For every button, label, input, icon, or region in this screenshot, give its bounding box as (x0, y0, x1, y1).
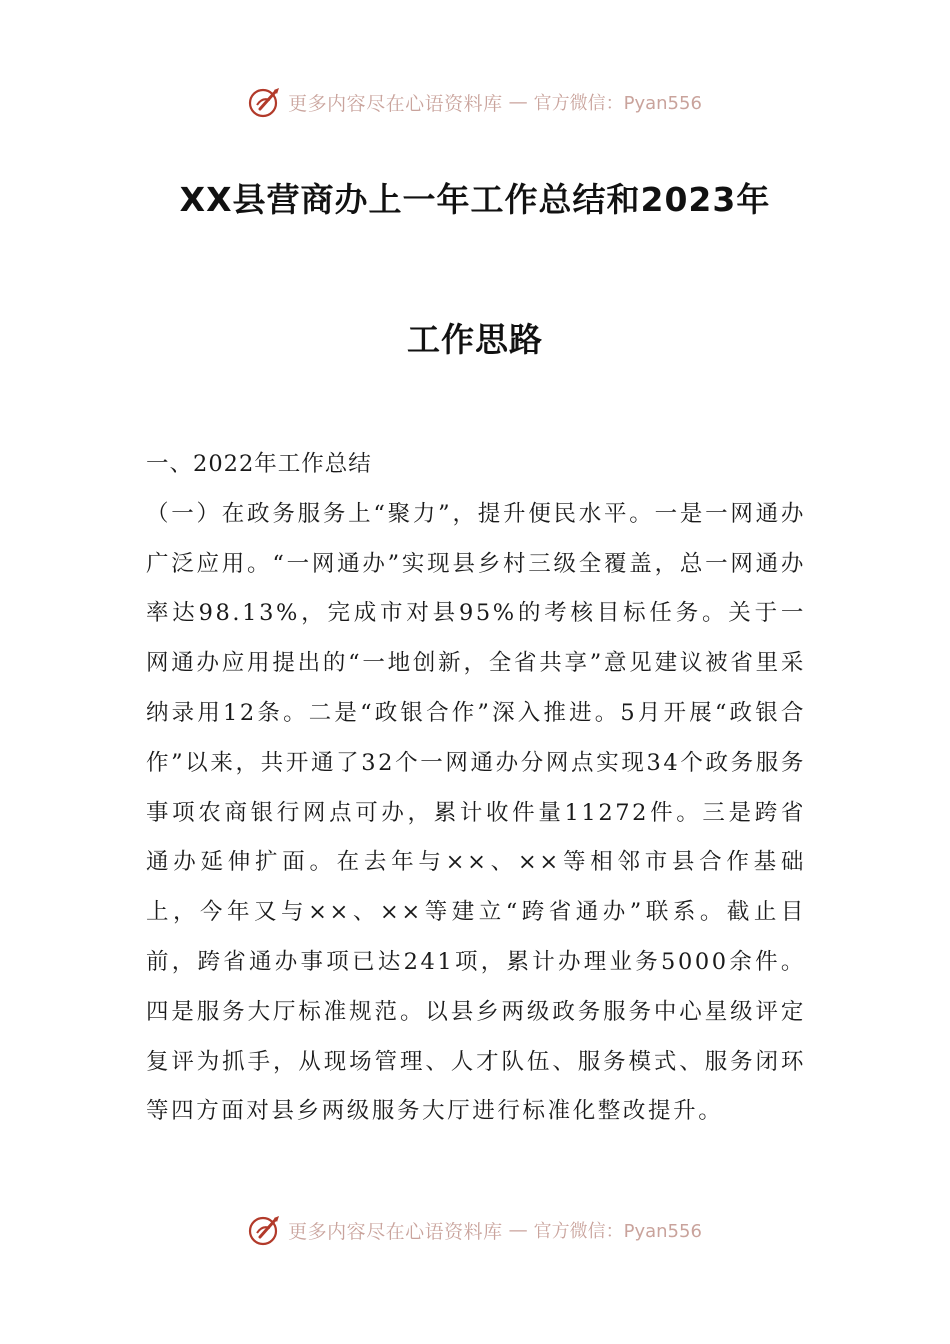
document-title-line-2: 工作思路 (407, 320, 543, 359)
pen-seal-icon (248, 1213, 282, 1247)
pen-seal-icon (248, 85, 282, 119)
watermark-wechat-text: 官方微信：Pyan556 (533, 1221, 702, 1242)
watermark-site-text: 更多内容尽在心语资料库 (288, 92, 503, 115)
watermark-wechat-text: 官方微信：Pyan556 (533, 93, 702, 114)
watermark-site-text: 更多内容尽在心语资料库 (288, 1220, 503, 1243)
section-heading: 一、2022年工作总结 (146, 451, 372, 477)
document-title-line-1: XX县营商办上一年工作总结和2023年 (179, 180, 771, 219)
body-paragraph: （一）在政务服务上“聚力”，提升便民水平。一是一网通办广泛应用。“一网通办”实现县乡村三级全覆盖，总一网通办率达98.13%，完成市对县95%的考核目标任务。关于一网通办应用提出的“一地创新，全省共享”意见建议被省里采纳录用12条。二是“政银合作”深入推进。5月开展“政银合作”以来，共开通了32个一网通办分网点实现34个政务服务事项农商银行网点可办，累计收件量11272件。三是跨省通办延伸扩面。在去年与××、××等相邻市县合作基础上，今年又与××、××等建立“跨省通办”联系。截止目前，跨省通办事项已达241项，累计办理业务5000余件。四是服务大厅标准规范。以县乡两级政务服务中心星级评定复评为抓手，从现场管理、人才队伍、服务模式、服务闭环等四方面对县乡两级服务大厅进行标准化整改提升。 (146, 500, 806, 1125)
watermark-separator: — (508, 91, 528, 113)
watermark-separator: — (508, 1219, 528, 1241)
watermark-banner-top (0, 82, 950, 122)
document-body (146, 440, 806, 1137)
watermark-banner-bottom (0, 1210, 950, 1250)
